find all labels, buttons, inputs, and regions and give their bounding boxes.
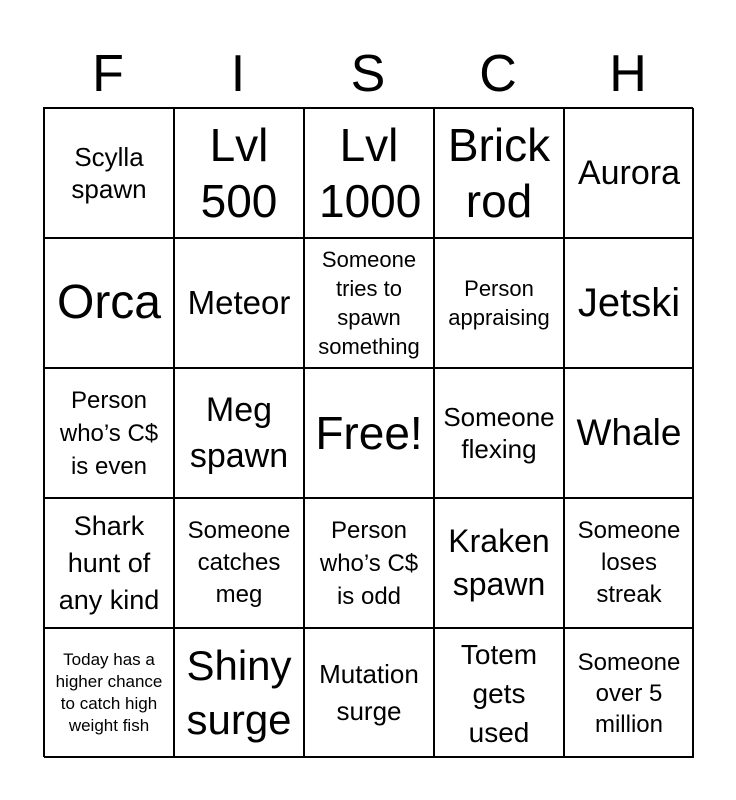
bingo-cell[interactable]: Scylla spawn <box>44 108 174 238</box>
bingo-cell[interactable]: Orca <box>44 238 174 368</box>
bingo-board <box>43 107 693 757</box>
bingo-cell[interactable]: Brick rod <box>434 108 564 238</box>
bingo-cell[interactable]: Someone flexing <box>434 368 564 498</box>
bingo-cell[interactable]: Kraken spawn <box>434 498 564 628</box>
bingo-header <box>43 40 693 108</box>
bingo-cell[interactable]: Person who’s C$ is even <box>44 368 174 498</box>
bingo-cell[interactable]: Totem gets used <box>434 628 564 758</box>
bingo-cell[interactable]: Whale <box>564 368 694 498</box>
bingo-cell[interactable]: Shark hunt of any kind <box>44 498 174 628</box>
header-letter-c: C <box>479 45 517 103</box>
header-letter-s: S <box>350 45 386 103</box>
bingo-cell[interactable]: Someone loses streak <box>564 498 694 628</box>
bingo-cell[interactable]: Aurora <box>564 108 694 238</box>
bingo-cell[interactable]: Meteor <box>174 238 304 368</box>
bingo-cell[interactable]: Shiny surge <box>174 628 304 758</box>
bingo-cell[interactable]: Mutation surge <box>304 628 434 758</box>
bingo-cell[interactable]: Someone tries to spawn something <box>304 238 434 368</box>
bingo-cell[interactable]: Lvl 500 <box>174 108 304 238</box>
bingo-cell[interactable]: Someone catches meg <box>174 498 304 628</box>
header-letter-f: F <box>92 45 124 103</box>
bingo-cell[interactable]: Lvl 1000 <box>304 108 434 238</box>
bingo-cell[interactable]: Someone over 5 million <box>564 628 694 758</box>
bingo-cell[interactable]: Jetski <box>564 238 694 368</box>
bingo-cell[interactable]: Person appraising <box>434 238 564 368</box>
header-letter-i: I <box>230 45 246 103</box>
bingo-cell[interactable]: Person who’s C$ is odd <box>304 498 434 628</box>
bingo-cell[interactable]: Free! <box>304 368 434 498</box>
bingo-cell[interactable]: Meg spawn <box>174 368 304 498</box>
bingo-cell[interactable]: Today has a higher chance to catch high weight fish <box>44 628 174 758</box>
header-letter-h: H <box>609 45 647 103</box>
